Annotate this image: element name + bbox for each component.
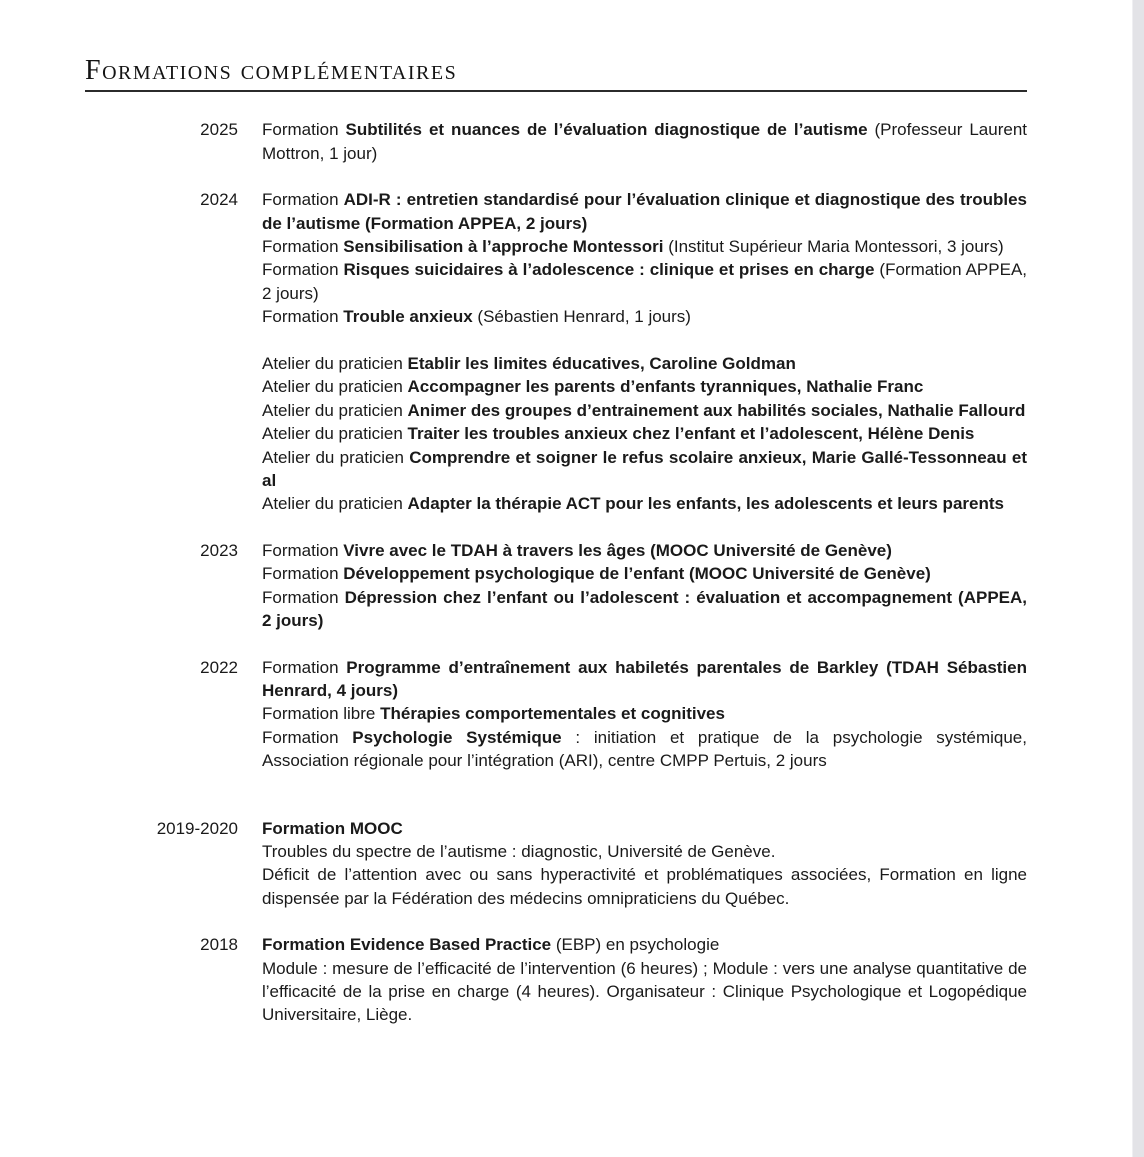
formation-title: Subtilités et nuances de l’évaluation diagnostique de l’autisme [345,120,868,140]
formation-text: Atelier du praticien [262,424,408,444]
formation-item [262,586,1027,633]
entry-year: 2022 [200,657,238,677]
formation-item [262,817,1027,840]
formation-title: Comprendre et soigner le refus scolaire anxieux, Marie Gallé-Tessonneau et al [262,447,1027,491]
formation-item [262,562,1027,585]
formation-title: Formation Evidence Based Practice [262,935,552,955]
formation-title: Etablir les limites éducatives, Caroline Goldman [407,354,796,374]
formation-text: Déficit de l’attention avec ou sans hyperactivité et problématiques associées, Formation en ligne dispensée par la Fédération des médecins omnipraticiens du Québec. [262,865,1027,908]
formation-item [262,399,1027,422]
entry-year: 2019-2020 [156,818,238,838]
formation-text: : initiation et pratique de la psychologie systémique, Association régionale pour l’intégration (ARI), centre CMPP Pertuis, 2 jours [262,727,1027,771]
formation-title: Programme d’entraînement aux habiletés parentales de Barkley (TDAH Sébastien Henrard, 4 jours) [262,657,1027,700]
formation-item [262,840,1027,863]
formation-item [262,702,1027,725]
formation-item [262,863,1027,910]
formation-item [262,446,1027,493]
entry-items [262,933,1027,1027]
entry [85,817,1027,911]
formation-item [262,726,1027,773]
formation-text: Atelier du praticien [262,447,410,467]
formation-text: Atelier du praticien [262,494,408,514]
entry-items [262,539,1027,633]
formation-text: Formation [262,190,344,210]
formation-text: Formation [262,307,344,327]
entries [85,118,1027,1026]
formation-text: Atelier du praticien [262,377,408,397]
formation-item [262,188,1027,235]
formation-item [262,352,1027,375]
entry-items [262,188,1027,516]
formation-text: (Formation APPEA, 2 jours) [262,260,1027,303]
formation-text: Atelier du praticien [262,400,408,420]
formation-text: (Sébastien Henrard, 1 jours) [472,307,691,327]
entry-items [262,118,1027,165]
section-title: Formations complémentaires [85,56,1027,92]
formation-title: Formation MOOC [262,818,403,838]
entry [85,188,1027,516]
formation-text: Formation [262,564,344,584]
formation-item [262,422,1027,445]
formation-text: Formation [262,727,353,747]
formation-item [262,492,1027,515]
formation-title: Développement psychologique de l’enfant (MOOC Université de Genève) [343,564,931,584]
cv-document [85,56,1027,1027]
formation-title: Vivre avec le TDAH à travers les âges (MOOC Université de Genève) [343,540,892,560]
formation-text: Module : mesure de l’efficacité de l’intervention (6 heures) ; Module : vers une analyse quantitative de l’efficacité de la prise en charge (4 heures). Organisateur : Clinique Psychologique et Logopédique Universitaire, Liège. [262,958,1027,1025]
formation-title: Traiter les troubles anxieux chez l’enfant et l’adolescent, Hélène Denis [407,424,975,444]
formation-item [262,375,1027,398]
entry [85,933,1027,1027]
entry-items [262,817,1027,911]
formation-text: Atelier du praticien [262,354,408,374]
formation-item [262,235,1027,258]
formation-text: (Institut Supérieur Maria Montessori, 3 jours) [663,237,1004,257]
formation-text: Formation [262,657,347,677]
formation-item [262,933,1027,956]
formation-title: Accompagner les parents d’enfants tyranniques, Nathalie Franc [407,377,924,397]
formation-text: Troubles du spectre de l’autisme : diagnostic, Université de Genève. [262,841,776,861]
entry-year: 2018 [200,935,238,955]
entry-items [262,656,1027,773]
formation-item [262,258,1027,305]
formation-item [262,539,1027,562]
formation-text: Formation libre [262,704,381,724]
entry [85,118,1027,165]
formation-text: Formation [262,237,344,257]
formation-text: (EBP) en psychologie [551,935,720,955]
entry-year: 2025 [200,120,238,140]
entry [85,539,1027,633]
formation-text: (Professeur Laurent Mottron, 1 jour) [262,120,1028,163]
entry [85,656,1027,773]
formation-title: Dépression chez l’enfant ou l’adolescent : évaluation et accompagnement (APPEA, 2 jours) [262,587,1028,631]
formation-title: Trouble anxieux [343,307,473,327]
entry-year: 2024 [200,190,238,210]
formation-text: Formation [262,120,346,140]
formation-title: Sensibilisation à l’approche Montessori [343,237,664,257]
formation-item [262,118,1027,165]
page-edge-strip [1132,0,1144,1157]
formation-text: Formation [262,260,344,280]
formation-title: Animer des groupes d’entrainement aux habilités sociales, Nathalie Fallourd [407,400,1026,420]
formation-item [262,656,1027,703]
formation-item [262,305,1027,328]
entry-year: 2023 [200,540,238,560]
formation-title: Risques suicidaires à l’adolescence : clinique et prises en charge [343,260,875,280]
formation-title: Psychologie Systémique [352,727,562,747]
formation-title: Adapter la thérapie ACT pour les enfants, les adolescents et leurs parents [407,494,1004,514]
formation-title: ADI-R : entretien standardisé pour l’évaluation clinique et diagnostique des troubles de l’autisme (Formation APPEA, 2 jours) [262,190,1028,233]
formation-title: Thérapies comportementales et cognitives [380,704,725,724]
formation-text: Formation [262,540,344,560]
formation-text: Formation [262,587,345,607]
formation-item [262,957,1027,1027]
